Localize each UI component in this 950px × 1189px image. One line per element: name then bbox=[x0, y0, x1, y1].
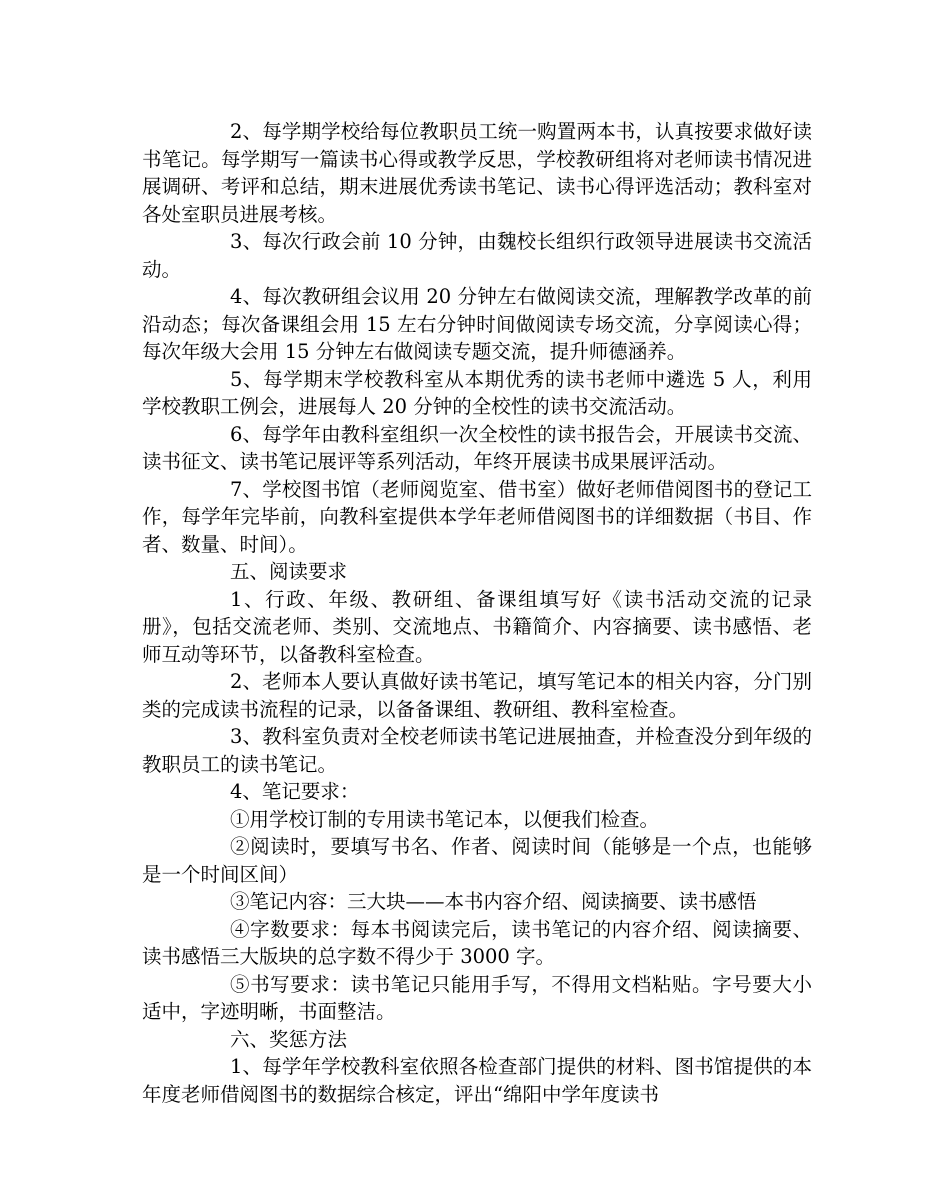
document-body bbox=[142, 118, 812, 1108]
paragraph-16: 1、每学年学校教科室依照各检查部门提供的材料、图书馆提供的本年度老师借阅图书的数据综合核定，评出“绵阳中学年度读书 bbox=[142, 1055, 812, 1106]
paragraph-10: 4、笔记要求： bbox=[230, 780, 360, 803]
paragraph-9: 3、教科室负责对全校老师读书笔记进展抽查，并检查没分到年级的教职员工的读书笔记。 bbox=[142, 725, 812, 776]
paragraph-13: ③笔记内容：三大块——本书内容介绍、阅读摘要、读书感悟 bbox=[230, 890, 757, 913]
paragraph-2: 3、每次行政会前 10 分钟，由魏校长组织行政领导进展读书交流活动。 bbox=[142, 230, 812, 281]
paragraph-11: ①用学校订制的专用读书笔记本，以便我们检查。 bbox=[230, 807, 660, 831]
paragraph-7: 1、行政、年级、教研组、备课组填写好《读书活动交流的记录册》，包括交流老师、类别、交流地点、书籍简介、内容摘要、读书感悟、老师互动等环节，以备教科室检查。 bbox=[142, 587, 812, 666]
paragraph-14: ④字数要求：每本书阅读完后，读书笔记的内容介绍、阅读摘要、读书感悟三大版块的总字数不得少于 3000 字。 bbox=[142, 917, 812, 968]
paragraph-6: 7、学校图书馆（老师阅览室、借书室）做好老师借阅图书的登记工作，每学年完毕前，向教科室提供本学年老师借阅图书的详细数据（书目、作者、数量、时间）。 bbox=[142, 477, 812, 556]
paragraph-8: 2、老师本人要认真做好读书笔记，填写笔记本的相关内容，分门别类的完成读书流程的记录，以备备课组、教研组、教科室检查。 bbox=[142, 670, 812, 721]
paragraph-3: 4、每次教研组会议用 20 分钟左右做阅读交流，理解教学改革的前沿动态；每次备课组会用 15 左右分钟时间做阅读专场交流，分享阅读心得；每次年级大会用 15 分钟左右做阅读专题交流，提升师德涵养。 bbox=[142, 285, 812, 363]
section-heading-rewards-penalties: 六、奖惩方法 bbox=[230, 1027, 348, 1051]
paragraph-4: 5、每学期末学校教科室从本期优秀的读书老师中遴选 5 人，利用学校教职工例会，进展每人 20 分钟的全校性的读书交流活动。 bbox=[142, 367, 812, 418]
section-heading-reading-requirements: 五、阅读要求 bbox=[230, 560, 348, 583]
paragraph-1: 2、每学期学校给每位教职员工统一购置两本书，认真按要求做好读书笔记。每学期写一篇读书心得或教学反思，学校教研组将对老师读书情况进展调研、考评和总结，期末进展优秀读书笔记、读书心得评选活动；教科室对各处室职员进展考核。 bbox=[142, 120, 812, 226]
paragraph-5: 6、每学年由教科室组织一次全校性的读书报告会，开展读书交流、读书征文、读书笔记展评等系列活动，年终开展读书成果展评活动。 bbox=[142, 422, 812, 473]
paragraph-15: ⑤书写要求：读书笔记只能用手写，不得用文档粘贴。字号要大小适中，字迹明晰，书面整洁。 bbox=[142, 972, 812, 1023]
paragraph-12: ②阅读时，要填写书名、作者、阅读时间（能够是一个点，也能够是一个时间区间） bbox=[142, 835, 812, 886]
